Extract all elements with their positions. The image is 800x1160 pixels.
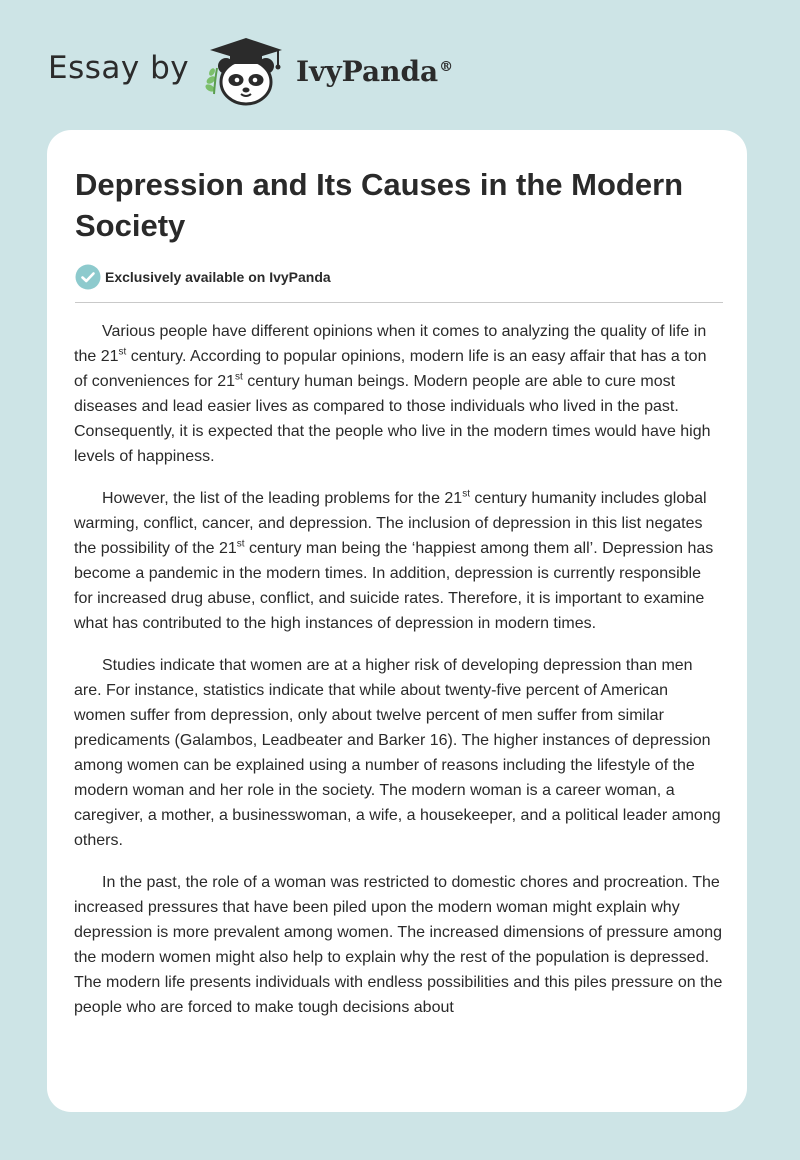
checkmark-circle-icon xyxy=(75,264,101,290)
paragraph-text: century human beings. Modern people are able to cure most diseases and lead easier lives as compared to those individuals who lived in the past. Consequently, it is expected that the people who live in the modern times would have high levels of happiness. xyxy=(74,373,711,465)
paragraph-text: century humanity includes global warming, conflict, cancer, and depression. The inclusion of depression in this list negates the possibility of the 21 xyxy=(74,490,707,557)
essay-card xyxy=(47,130,747,1112)
paragraph xyxy=(74,653,724,853)
site-header xyxy=(0,0,800,130)
divider xyxy=(75,302,723,303)
ordinal-suffix: st xyxy=(118,346,127,358)
essay-by-label: Essay by xyxy=(48,50,190,86)
paragraph xyxy=(74,319,724,469)
paragraph xyxy=(74,486,724,636)
paragraph-text: Studies indicate that women are at a higher risk of developing depression than men are. For instance, statistics indicate that while about twenty-five percent of American women suffer from depression, only about twelve percent of men suffer from similar predicaments (Galambos, Leadbeater and Barker 16). The higher instances of depression among women can be explained using a number of reasons including the lifestyle of the modern woman and her role in the society. The modern woman is a career woman, a caregiver, a mother, a businesswoman, a wife, a housekeeper, and a political leader among others. xyxy=(74,657,721,849)
paragraph-text: Various people have different opinions when it comes to analyzing the quality of life in the 21 xyxy=(74,323,707,365)
ordinal-suffix: st xyxy=(462,488,470,500)
paragraph-text: In the past, the role of a woman was restricted to domestic chores and procreation. The increased pressures that have been piled upon the modern woman might explain why depression is more prevalent among women. The increased dimensions of pressure among the modern women might also help to explain why the rest of the population is depressed. The modern life presents individuals with endless possibilities and this piles pressure on the people who are forced to make tough decisions about xyxy=(74,874,723,1016)
exclusive-badge xyxy=(75,264,331,290)
exclusive-badge-label: Exclusively available on IvyPanda xyxy=(105,269,331,285)
panda-graduation-cap-icon[interactable] xyxy=(202,36,294,108)
paragraph-text: century. According to popular opinions, modern life is an easy affair that has a ton of conveniences for 21 xyxy=(74,348,707,390)
ordinal-suffix: st xyxy=(236,538,245,550)
paragraph-text: However, the list of the leading problems for the 21 xyxy=(102,490,463,507)
ordinal-suffix: st xyxy=(235,371,243,383)
essay-body xyxy=(74,319,724,1037)
page-title: Depression and Its Causes in the Modern Society xyxy=(75,167,684,243)
paragraph-text: century man being the ‘happiest among them all’. Depression has become a pandemic in the modern times. In addition, depression is currently responsible for increased drug abuse, conflict, and suicide rates. Therefore, it is important to examine what has contributed to the high instances of depression in modern times. xyxy=(74,540,714,632)
paragraph xyxy=(74,870,724,1020)
brand-name[interactable]: IvyPanda® xyxy=(296,55,454,88)
trademark-symbol: ® xyxy=(439,58,454,75)
